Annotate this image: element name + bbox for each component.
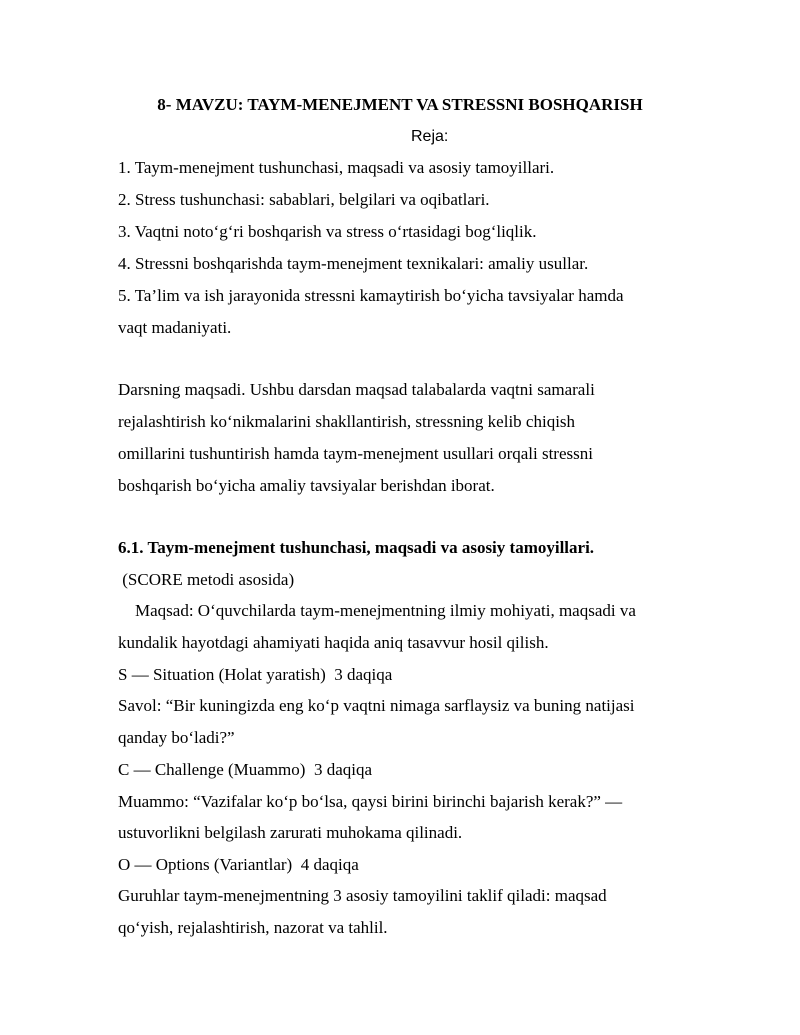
section-line: O — Options (Variantlar) 4 daqiqa [118,855,359,874]
section-heading: 6.1. Taym-menejment tushunchasi, maqsadi va asosiy tamoyillari. [118,538,595,557]
section-line: Muammo: “Vazifalar ko‘p bo‘lsa, qaysi birini birinchi bajarish kerak?” — [118,792,623,811]
plan-item: 1. Taym-menejment tushunchasi, maqsadi va asosiy tamoyillari. [118,158,555,177]
section-line: C — Challenge (Muammo) 3 daqiqa [118,760,373,779]
plan-item-continued: vaqt madaniyati. [118,318,232,337]
section-line: qanday bo‘ladi?” [118,728,235,747]
section-line: qo‘yish, rejalashtirish, nazorat va tahlil. [118,918,388,937]
section-method: (SCORE metodi asosida) [118,570,295,589]
section-line: Maqsad: O‘quvchilarda taym-menejmentning ilmiy mohiyati, maqsadi va [118,601,636,620]
plan-item: 4. Stressni boshqarishda taym-menejment texnikalari: amaliy usullar. [118,254,589,273]
plan-label: Reja: [411,128,449,145]
goal-paragraph-line: rejalashtirish ko‘nikmalarini shakllantirish, stressning kelib chiqish [118,412,576,431]
section-line: kundalik hayotdagi ahamiyati haqida aniq tasavvur hosil qilish. [118,633,549,652]
plan-item: 2. Stress tushunchasi: sabablari, belgilari va oqibatlari. [118,190,490,209]
section-line: Savol: “Bir kuningizda eng ko‘p vaqtni nimaga sarflaysiz va buning natijasi [118,696,635,715]
section-line: ustuvorlikni belgilash zarurati muhokama qilinadi. [118,823,463,842]
goal-paragraph-line: omillarini tushuntirish hamda taym-menejment usullari orqali stressni [118,444,593,463]
section-line: Guruhlar taym-menejmentning 3 asosiy tamoyilini taklif qiladi: maqsad [118,886,607,905]
goal-paragraph-line: Darsning maqsadi. Ushbu darsdan maqsad talabalarda vaqtni samarali [118,380,595,399]
goal-paragraph-line: boshqarish bo‘yicha amaliy tavsiyalar berishdan iborat. [118,476,495,495]
plan-item: 3. Vaqtni noto‘g‘ri boshqarish va stress o‘rtasidagi bog‘liqlik. [118,222,537,241]
document-title: 8- MAVZU: TAYM-MENEJMENT VA STRESSNI BOSHQARISH [157,95,643,114]
section-line: S — Situation (Holat yaratish) 3 daqiqa [118,665,393,684]
plan-item: 5. Ta’lim va ish jarayonida stressni kamaytirish bo‘yicha tavsiyalar hamda [118,286,624,305]
